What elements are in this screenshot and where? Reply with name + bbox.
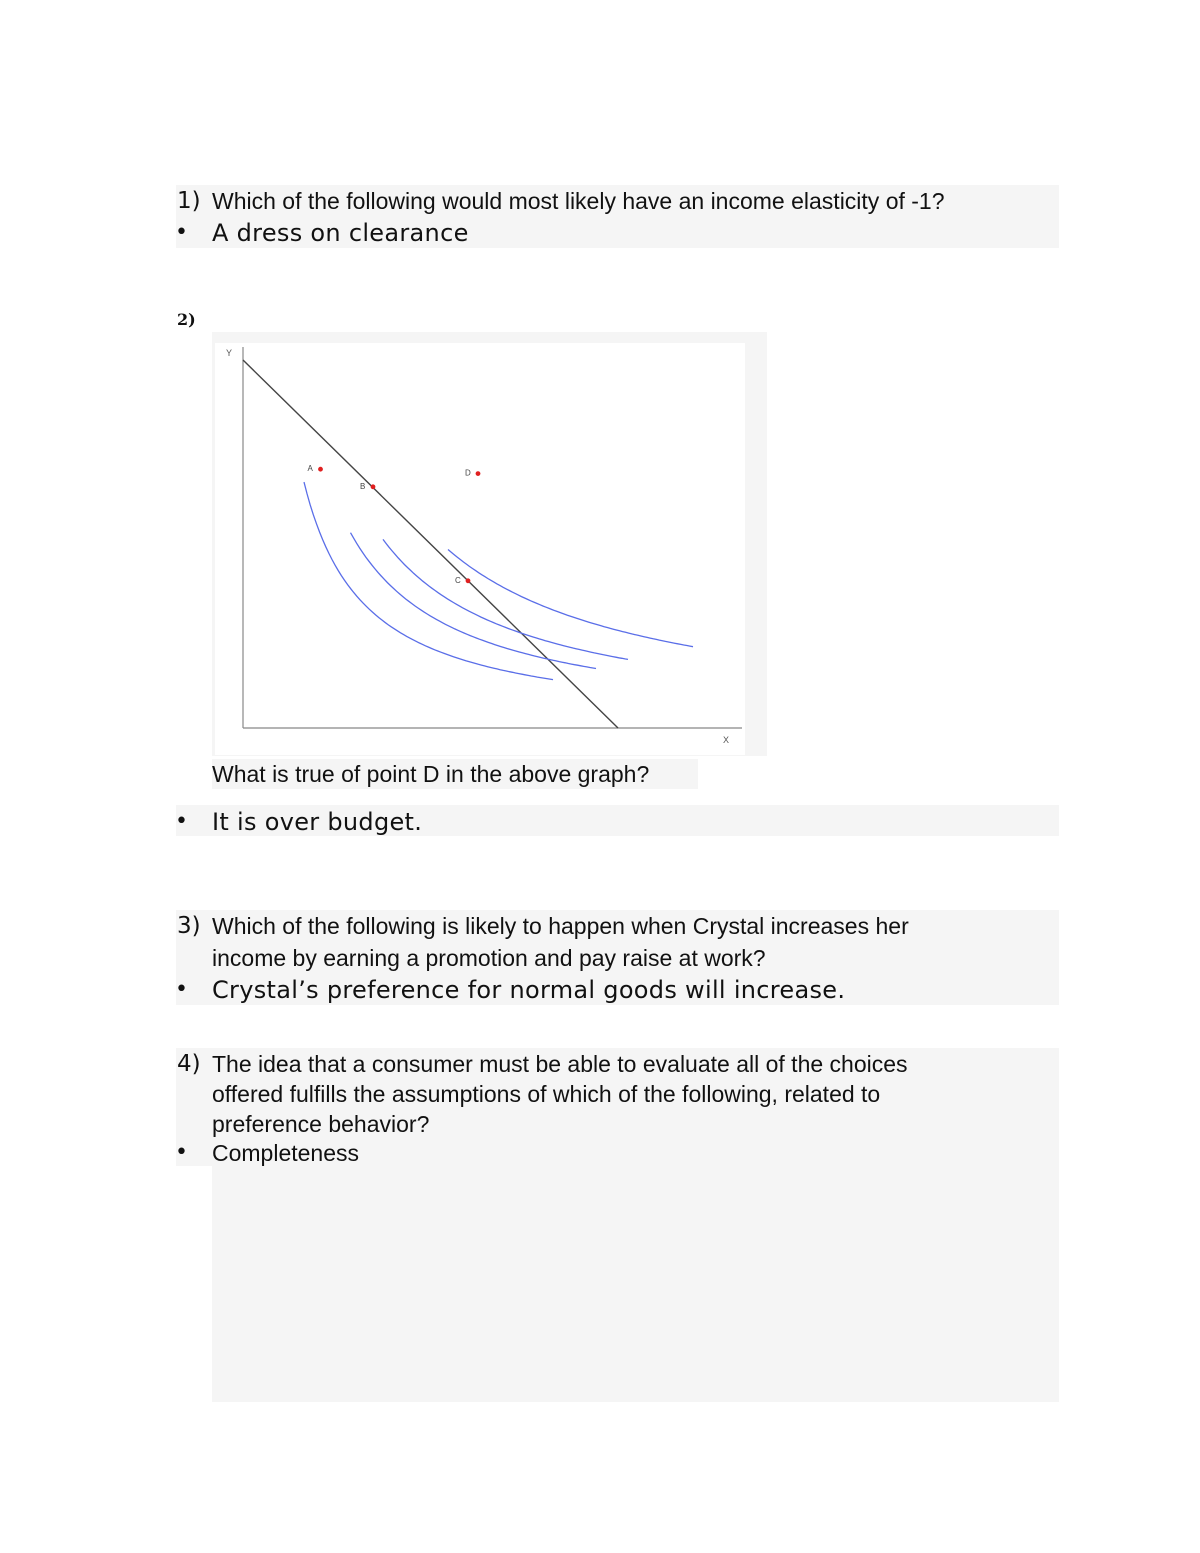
q4-number: 4) <box>177 1051 201 1077</box>
point-b <box>371 484 376 489</box>
q4-question-line-3: preference behavior? <box>212 1111 430 1137</box>
point-label-a: A <box>307 464 313 474</box>
x-axis-label: X <box>723 735 730 745</box>
q2-question: What is true of point D in the above graph? <box>212 761 650 787</box>
chart-area <box>215 343 745 755</box>
q1-number: 1) <box>177 188 201 214</box>
point-a <box>318 467 323 472</box>
q2-bullet: • <box>175 809 188 834</box>
q3-number: 3) <box>177 913 201 939</box>
point-label-d: D <box>465 468 471 478</box>
point-label-c: C <box>455 575 461 585</box>
point-d <box>476 471 481 476</box>
indifference-chart <box>212 332 767 756</box>
q3-answer: Crystal’s preference for normal goods will increase. <box>212 976 846 1004</box>
q1-bullet: • <box>175 220 188 245</box>
q3-question-line-2: income by earning a promotion and pay raise at work? <box>212 945 766 971</box>
q4-answer: Completeness <box>212 1140 360 1166</box>
chart-svg <box>212 332 767 756</box>
q4-extended-block <box>212 1166 1059 1402</box>
y-axis-label: Y <box>226 348 233 358</box>
q3-question-line-1: Which of the following is likely to happen when Crystal increases her <box>212 913 909 939</box>
q1-answer: A dress on clearance <box>212 219 469 247</box>
q2-answer: It is over budget. <box>212 808 423 836</box>
q2-number: 2) <box>177 310 196 329</box>
point-c <box>466 578 471 583</box>
q4-question-line-1: The idea that a consumer must be able to evaluate all of the choices <box>212 1051 908 1077</box>
q4-question-line-2: offered fulfills the assumptions of which of the following, related to <box>212 1081 881 1107</box>
q3-bullet: • <box>175 977 188 1002</box>
q4-bullet: • <box>175 1140 188 1165</box>
point-label-b: B <box>360 481 366 491</box>
q1-question: Which of the following would most likely have an income elasticity of -1? <box>212 188 945 214</box>
